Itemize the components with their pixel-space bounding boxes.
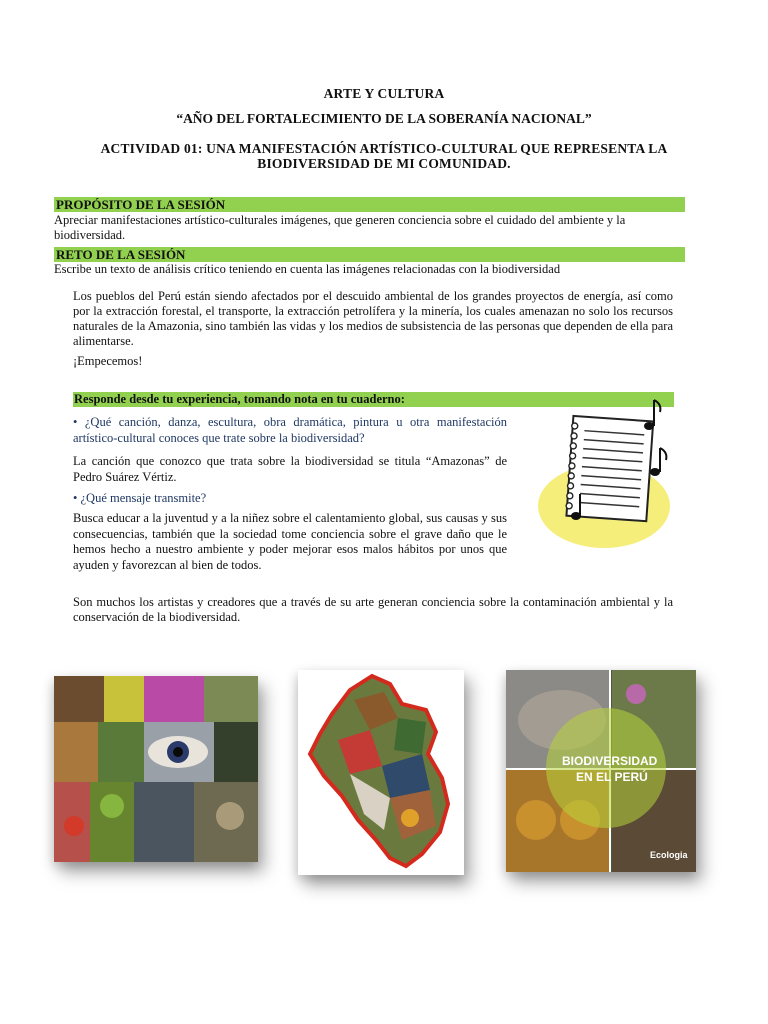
answer-1: La canción que conozco que trata sobre la biodiversidad se titula “Amazonas” de Pedro Suárez Vértiz.: [73, 454, 507, 484]
year-motto: “AÑO DEL FORTALECIMIENTO DE LA SOBERANÍA NACIONAL”: [176, 111, 592, 126]
intro-paragraph: Los pueblos del Perú están siendo afectados por el descuido ambiental de los grandes proyectos de energía, así como por la extracción forestal, el transporte, la extracción petrolífera y la minería, los cuales amenazan no solo los recursos naturales de la Amazonia, sino también las vidas y los medios de subsistencia de las personas que dependen de ella para alimentarse.: [73, 289, 673, 348]
poster-title-line1: BIODIVERSIDAD: [562, 754, 658, 768]
question-2: • ¿Qué mensaje transmite?: [73, 491, 207, 505]
activity-title-line2: BIODIVERSIDAD DE MI COMUNIDAD.: [257, 156, 511, 171]
peru-map-collage-image: [298, 670, 464, 875]
question-1: • ¿Qué canción, danza, escultura, obra dramática, pintura u otra manifestación artístico-cultural conoces que trate sobre la biodiversidad?: [73, 415, 507, 445]
closing-paragraph: Son muchos los artistas y creadores que a través de su arte generan conciencia sobre la contaminación ambiental y la conservación de la biodiversidad.: [73, 595, 673, 624]
biodiversity-peru-poster-image: [506, 670, 696, 872]
answer-2: Busca educar a la juventud y a la niñez sobre el calentamiento global, sus causas y sus consecuencias, también que la sociedad tome conciencia sobre el grave daño que le hemos hecho a nuestro ambiente y poder mejorar esos malos hábitos por unos que ayuden y favorezcan al bien de todos.: [73, 511, 507, 572]
poster-brand: Ecologia: [650, 850, 688, 860]
respond-heading: Responde desde tu experiencia, tomando nota en tu cuaderno:: [73, 392, 674, 407]
biodiversity-collage-image: [54, 676, 258, 862]
start-text: ¡Empecemos!: [73, 354, 143, 368]
purpose-text: Apreciar manifestaciones artístico-culturales imágenes, que generen conciencia sobre el cuidado del ambiente y la biodiversidad.: [54, 213, 626, 242]
challenge-heading: RETO DE LA SESIÓN: [54, 247, 685, 262]
challenge-text: Escribe un texto de análisis crítico teniendo en cuenta las imágenes relacionadas con la biodiversidad: [54, 262, 561, 276]
poster-title-line2: EN EL PERÚ: [576, 770, 648, 784]
activity-title-line1: ACTIVIDAD 01: UNA MANIFESTACIÓN ARTÍSTICO-CULTURAL QUE REPRESENTA LA: [100, 141, 668, 156]
notebook-music-illustration: [532, 388, 672, 548]
purpose-heading: PROPÓSITO DE LA SESIÓN: [54, 197, 685, 212]
subject-title: ARTE Y CULTURA: [323, 86, 445, 101]
